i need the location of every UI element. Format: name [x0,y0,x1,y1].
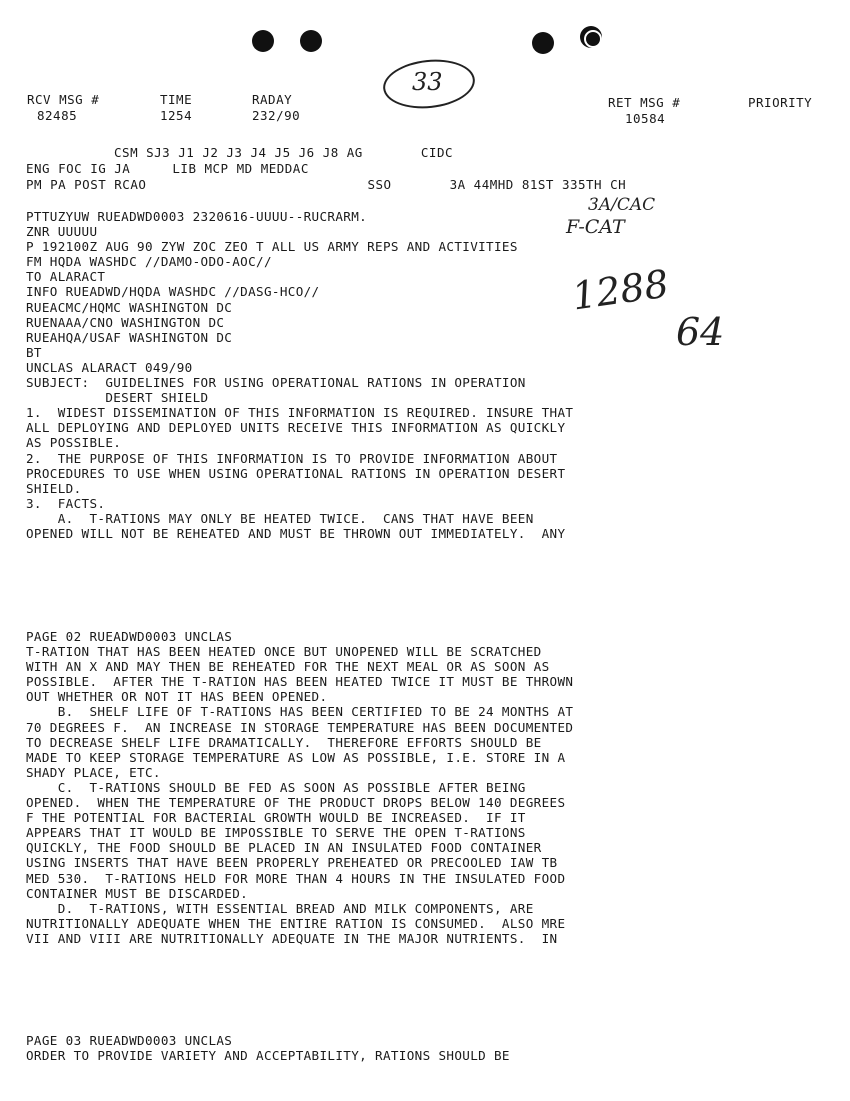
message-line: MADE TO KEEP STORAGE TEMPERATURE AS LOW AS POSSIBLE, I.E. STORE IN A [26,749,566,765]
page-2-body [26,629,573,946]
message-line: P 192100Z AUG 90 ZYW ZOC ZEO T ALL US ARMY REPS AND ACTIVITIES [26,239,518,255]
raday-label: RADAY [252,92,293,107]
message-line: DESERT SHIELD [26,390,209,406]
message-line: INFO RUEADWD/HQDA WASHDC //DASG-HCO// [26,284,320,300]
message-line: ORDER TO PROVIDE VARIETY AND ACCEPTABILITY, RATIONS SHOULD BE [26,1048,510,1064]
message-line: PROCEDURES TO USE WHEN USING OPERATIONAL RATIONS IN OPERATION DESERT [26,465,566,481]
punch-hole-icon [532,32,554,54]
message-line: 1. WIDEST DISSEMINATION OF THIS INFORMATION IS REQUIRED. INSURE THAT [26,405,574,421]
message-line: USING INSERTS THAT HAVE BEEN PROPERLY PREHEATED OR PRECOOLED IAW TB [26,855,558,871]
time-value: 1254 [160,108,193,123]
message-line: BT [26,344,42,360]
message-line: 70 DEGREES F. AN INCREASE IN STORAGE TEMPERATURE HAS BEEN DOCUMENTED [26,719,574,735]
message-line: TO ALARACT [26,269,106,285]
punch-hole-icon [252,30,274,52]
message-line: F THE POTENTIAL FOR BACTERIAL GROWTH WOULD BE INCREASED. IF IT [26,810,526,826]
message-line: RUEACMC/HQMC WASHINGTON DC [26,299,233,315]
message-line: ZNR UUUUU [26,224,98,240]
distribution-line-1: CSM SJ3 J1 J2 J3 J4 J5 J6 J8 AG CIDC [114,145,453,160]
handwritten-note-3: 1288 [569,261,672,319]
message-line: QUICKLY, THE FOOD SHOULD BE PLACED IN AN INSULATED FOOD CONTAINER [26,840,542,856]
message-line: NUTRITIONALLY ADEQUATE WHEN THE ENTIRE RATION IS CONSUMED. ALSO MRE [26,915,566,931]
rcv-label: RCV MSG # [27,92,100,107]
raday-value: 232/90 [252,108,301,123]
message-line: WITH AN X AND MAY THEN BE REHEATED FOR THE NEXT MEAL OR AS SOON AS [26,659,550,675]
ret-label: RET MSG # [608,95,681,110]
message-line: AS POSSIBLE. [26,435,122,451]
handwritten-note-1: 3A/CAC [588,195,656,215]
rcv-value: 82485 [37,108,78,123]
message-line: C. T-RATIONS SHOULD BE FED AS SOON AS POSSIBLE AFTER BEING [26,779,526,795]
message-line: A. T-RATIONS MAY ONLY BE HEATED TWICE. CANS THAT HAVE BEEN [26,510,534,526]
message-line: CONTAINER MUST BE DISCARDED. [26,885,249,901]
message-line: B. SHELF LIFE OF T-RATIONS HAS BEEN CERTIFIED TO BE 24 MONTHS AT [26,704,574,720]
message-line: ALL DEPLOYING AND DEPLOYED UNITS RECEIVE THIS INFORMATION AS QUICKLY [26,420,566,436]
message-line: SUBJECT: GUIDELINES FOR USING OPERATIONAL RATIONS IN OPERATION [26,375,526,391]
message-line: FM HQDA WASHDC //DAMO-ODO-AOC// [26,254,272,270]
message-line: SHADY PLACE, ETC. [26,764,161,780]
message-line: OPENED WILL NOT BE REHEATED AND MUST BE THROWN OUT IMMEDIATELY. ANY [26,525,566,541]
message-line: RUENAAA/CNO WASHINGTON DC [26,314,225,330]
distribution-line-3: PM PA POST RCAO SSO 3A 44MHD 81ST 335TH CH [26,177,627,192]
message-line: OUT WHETHER OR NOT IT HAS BEEN OPENED. [26,689,328,705]
handwritten-note-2: F-CAT [566,216,625,238]
message-line: OPENED. WHEN THE TEMPERATURE OF THE PRODUCT DROPS BELOW 140 DEGREES [26,795,566,811]
message-line: UNCLAS ALARACT 049/90 [26,359,193,375]
message-line: APPEARS THAT IT WOULD BE IMPOSSIBLE TO SERVE THE OPEN T-RATIONS [26,825,526,841]
message-line: T-RATION THAT HAS BEEN HEATED ONCE BUT UNOPENED WILL BE SCRATCHED [26,644,542,660]
message-body [26,209,573,541]
circled-number: 33 [412,68,443,96]
handwritten-note-4: 64 [676,310,725,354]
punch-hole-icon [580,26,602,48]
punch-hole-icon [300,30,322,52]
message-line: TO DECREASE SHELF LIFE DRAMATICALLY. THEREFORE EFFORTS SHOULD BE [26,734,542,750]
message-line: PAGE 03 RUEADWD0003 UNCLAS [26,1033,233,1048]
message-line: PTTUZYUW RUEADWD0003 2320616-UUUU--RUCRARM. [26,209,368,224]
message-line: 3. FACTS. [26,495,106,511]
message-line: PAGE 02 RUEADWD0003 UNCLAS [26,629,233,644]
ret-value: 10584 [625,111,666,126]
distribution-line-2: ENG FOC IG JA LIB MCP MD MEDDAC [26,161,309,176]
priority-label: PRIORITY [748,95,813,110]
page-3-body [26,1033,510,1063]
message-line: VII AND VIII ARE NUTRITIONALLY ADEQUATE IN THE MAJOR NUTRIENTS. IN [26,930,558,946]
message-line: RUEAHQA/USAF WASHINGTON DC [26,329,233,345]
message-line: POSSIBLE. AFTER THE T-RATION HAS BEEN HEATED TWICE IT MUST BE THROWN [26,674,574,690]
message-line: SHIELD. [26,480,82,496]
message-line: D. T-RATIONS, WITH ESSENTIAL BREAD AND MILK COMPONENTS, ARE [26,900,534,916]
message-line: 2. THE PURPOSE OF THIS INFORMATION IS TO PROVIDE INFORMATION ABOUT [26,450,558,466]
message-line: MED 530. T-RATIONS HELD FOR MORE THAN 4 HOURS IN THE INSULATED FOOD [26,870,566,886]
time-label: TIME [160,92,193,107]
